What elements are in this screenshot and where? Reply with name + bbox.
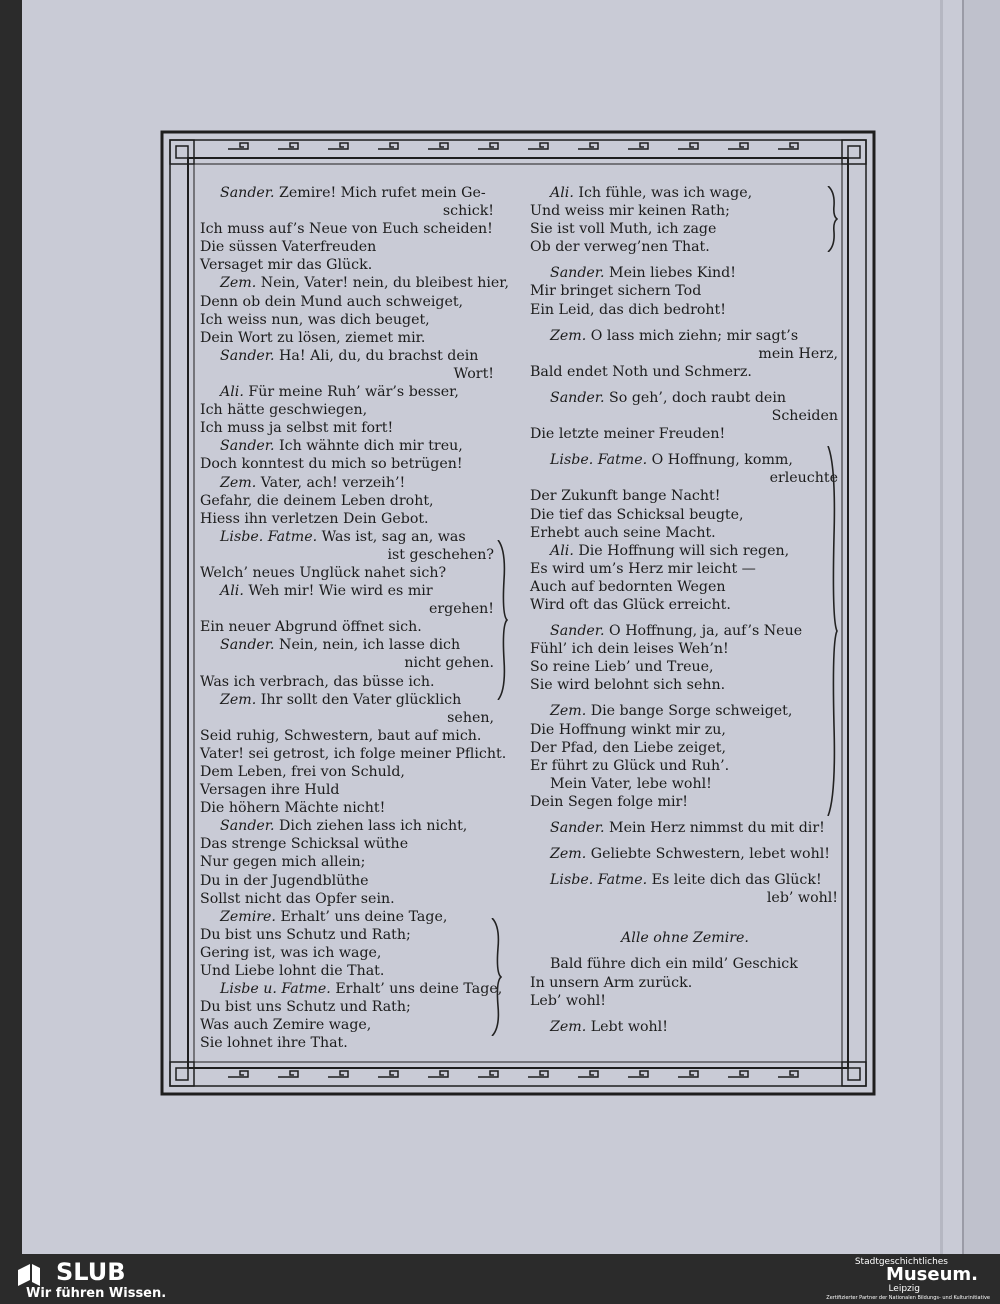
verse-line <box>200 293 496 311</box>
verse-line <box>200 401 496 419</box>
verse-text: Mein Herz nimmst du mit dir! <box>609 820 825 836</box>
speaker-name: Sander. <box>550 623 605 640</box>
verse-text: Lebt wohl! <box>590 1018 668 1035</box>
speaker-name: Sander. <box>220 438 275 455</box>
verse-line <box>200 600 496 618</box>
verse-line <box>200 311 496 329</box>
verse-line <box>530 676 840 694</box>
verse-line <box>200 455 496 473</box>
speaker-name: Ali. <box>550 542 574 559</box>
speaker-name: Zem. <box>220 275 257 292</box>
bracket-right-2 <box>826 446 838 816</box>
verse-line <box>530 596 840 614</box>
speaker-name: Zem. <box>220 691 257 708</box>
verse-text: Ob der verweg’nen That. <box>530 239 710 256</box>
verse-text: Ich wähnte dich mir treu, <box>279 438 463 455</box>
verse-text: O lass mich ziehn; mir sagt’s <box>590 327 799 344</box>
verse-line <box>530 256 840 264</box>
right-text-column <box>530 184 840 1036</box>
verse-text: ist geschehen? <box>387 546 494 563</box>
verse-line <box>530 506 840 524</box>
verse-text: Zemire! Mich rufet mein Ge- <box>279 185 486 201</box>
verse-line <box>200 437 496 455</box>
verse-line <box>200 763 496 781</box>
slub-tagline: Wir führen Wissen. <box>26 1286 167 1301</box>
verse-line <box>530 992 840 1010</box>
verse-text: Dein Segen folge mir! <box>530 793 688 810</box>
verse-text: Scheiden <box>771 408 838 425</box>
verse-line <box>530 184 840 202</box>
verse-text: Bald führe dich ein mild’ Geschick <box>550 956 798 973</box>
verse-line <box>530 443 840 451</box>
verse-text: mein Herz, <box>758 345 838 362</box>
verse-line <box>530 327 840 345</box>
verse-line <box>530 694 840 702</box>
verse-line <box>200 274 510 292</box>
verse-text: Ha! Ali, du, du brachst dein <box>279 347 479 364</box>
verse-line <box>530 301 840 319</box>
verse-line <box>530 819 840 837</box>
verse-line <box>200 419 496 437</box>
verse-text: Wort! <box>453 365 494 382</box>
verse-text: Weh mir! Wie wird es mir <box>248 583 433 600</box>
verse-text: Du bist uns Schutz und Rath; <box>200 926 411 943</box>
verse-text: Ich fühle, was ich wage, <box>578 185 753 201</box>
verse-text: Der Pfad, den Liebe zeiget, <box>530 739 726 756</box>
verse-line <box>530 947 840 955</box>
verse-line <box>200 474 496 492</box>
verse-line <box>530 837 840 845</box>
verse-line <box>530 793 840 811</box>
verse-line <box>530 345 840 363</box>
verse-text: Erhalt’ uns deine Tage, <box>335 981 503 998</box>
verse-line <box>200 492 496 510</box>
museum-name: Museum. <box>885 1264 978 1285</box>
verse-line <box>530 1018 840 1036</box>
verse-text: Ein Leid, das dich bedroht! <box>530 301 726 318</box>
verse-text: Und Liebe lohnt die That. <box>200 963 385 980</box>
verse-text: Die letzte meiner Freuden! <box>530 426 726 443</box>
verse-text: Der Zukunft bange Nacht! <box>530 488 721 505</box>
verse-line <box>200 908 496 926</box>
verse-line <box>200 835 496 853</box>
verse-text: Ich muss ja selbst mit fort! <box>200 420 394 437</box>
verse-line <box>530 1010 840 1018</box>
slub-name: SLUB <box>56 1258 126 1286</box>
verse-line <box>530 363 840 381</box>
verse-line <box>200 890 496 908</box>
verse-line <box>530 381 840 389</box>
verse-text: O Hoffnung, ja, auf’s Neue <box>609 623 803 640</box>
verse-line <box>530 425 840 443</box>
verse-line <box>200 853 496 871</box>
speaker-name: Ali. <box>220 384 244 401</box>
verse-line <box>200 745 507 763</box>
verse-line <box>200 673 496 691</box>
verse-text: Was ich verbrach, das büsse ich. <box>200 673 435 690</box>
verse-line <box>200 564 496 582</box>
verse-text: Du bist uns Schutz und Rath; <box>200 999 411 1016</box>
verse-line <box>530 640 840 658</box>
verse-line <box>530 282 840 300</box>
verse-line <box>200 220 496 238</box>
verse-text: Vater! sei getrost, ich folge meiner Pflicht. <box>200 745 507 762</box>
bracket-right-1 <box>826 186 838 252</box>
verse-line <box>530 578 840 596</box>
speaker-name: Ali. <box>550 185 574 201</box>
verse-line <box>200 329 496 347</box>
verse-text: Ihr sollt den Vater glücklich <box>260 691 462 708</box>
verse-text: Geliebte Schwestern, lebet wohl! <box>590 846 830 863</box>
museum-city: Leipzig <box>888 1284 920 1294</box>
verse-line <box>530 845 840 863</box>
verse-text: Dich ziehen lass ich nicht, <box>279 818 468 835</box>
verse-text: Denn ob dein Mund auch schweiget, <box>200 293 464 310</box>
verse-line <box>530 658 840 676</box>
verse-line <box>530 757 840 775</box>
verse-line <box>530 238 840 256</box>
verse-text: schick! <box>442 203 494 220</box>
verse-text: Sie lohnet ihre That. <box>200 1035 348 1052</box>
museum-small-label: Stadtgeschichtliches <box>854 1257 948 1267</box>
verse-text: Doch konntest du mich so betrügen! <box>200 456 463 473</box>
verse-line <box>200 799 496 817</box>
verse-line <box>530 220 840 238</box>
verse-line <box>200 962 496 980</box>
verse-line <box>530 487 840 505</box>
verse-text: Vater, ach! verzeih’! <box>260 474 406 491</box>
verse-line <box>530 542 840 560</box>
museum-certificate: Zertifizierter Partner der Nationalen Bildungs- und Kulturinitiative <box>826 1295 990 1301</box>
verse-text: Auch auf bedornten Wegen <box>530 578 726 595</box>
verse-text: Es leite dich das Glück! <box>651 872 822 889</box>
verse-line <box>530 974 840 992</box>
speaker-name: Sander. <box>550 389 605 406</box>
verse-text: Die Hoffnung winkt mir zu, <box>530 721 726 738</box>
verse-text: Erhalt’ uns deine Tage, <box>280 908 448 925</box>
verse-line <box>530 811 840 819</box>
speaker-name: Lisbe. Fatme. <box>550 872 648 889</box>
paper-fold <box>940 0 943 1254</box>
verse-line <box>200 1034 496 1052</box>
verse-line <box>530 389 840 407</box>
verse-text: In unsern Arm zurück. <box>530 974 693 991</box>
verse-line <box>530 264 840 282</box>
verse-text: Wird oft das Glück erreicht. <box>530 596 731 613</box>
verse-text: Du in der Jugendblüthe <box>200 872 369 889</box>
verse-text: Ein neuer Abgrund öffnet sich. <box>200 619 422 636</box>
verse-text: So geh’, doch raubt dein <box>609 389 787 406</box>
speaker-name: Sander. <box>220 637 275 654</box>
verse-text: Gefahr, die deinem Leben droht, <box>200 492 434 509</box>
verse-text: Die süssen Vaterfreuden <box>200 239 377 256</box>
verse-text: Fühl’ ich dein leises Weh’n! <box>530 641 729 658</box>
bracket-left-1 <box>496 540 508 700</box>
verse-text: So reine Lieb’ und Treue, <box>530 659 714 676</box>
speaker-name: Sander. <box>220 185 275 201</box>
verse-line <box>200 238 496 256</box>
verse-line <box>530 451 840 469</box>
speaker-name: Zemire. <box>220 908 276 925</box>
verse-text: leb’ wohl! <box>766 890 838 907</box>
speaker-name: Sander. <box>220 347 275 364</box>
verse-text: Sollst nicht das Opfer sein. <box>200 890 395 907</box>
verse-text: Und weiss mir keinen Rath; <box>530 203 730 220</box>
verse-text: Nein, nein, ich lasse dich <box>279 637 461 654</box>
verse-line <box>530 871 840 889</box>
verse-text: Erhebt auch seine Macht. <box>530 524 716 541</box>
speaker-name: Zem. <box>550 1018 587 1035</box>
verse-text: nicht gehen. <box>404 655 494 672</box>
verse-line <box>200 998 496 1016</box>
verse-line <box>200 365 496 383</box>
verse-line <box>530 721 840 739</box>
verse-text: Bald endet Noth und Schmerz. <box>530 363 752 380</box>
verse-line <box>200 872 496 890</box>
verse-line <box>200 618 496 636</box>
speaker-name: Ali. <box>220 583 244 600</box>
verse-line <box>200 926 496 944</box>
verse-line <box>200 691 496 709</box>
speaker-name: Zem. <box>550 703 587 720</box>
verse-line <box>200 256 496 274</box>
speaker-name: Zem. <box>550 327 587 344</box>
speaker-name: Sander. <box>550 820 605 836</box>
verse-text: Er führt zu Glück und Ruh’. <box>530 757 730 774</box>
verse-text: Was auch Zemire wage, <box>200 1017 372 1034</box>
verse-line <box>200 202 496 220</box>
verse-line <box>530 955 840 973</box>
verse-text: Hiess ihn verletzen Dein Gebot. <box>200 510 429 527</box>
verse-line <box>530 702 840 720</box>
verse-text: Für meine Ruh’ wär’s besser, <box>248 384 459 401</box>
speaker-name: Sander. <box>220 818 275 835</box>
slub-logo-icon <box>16 1262 42 1288</box>
verse-line <box>530 929 840 947</box>
verse-line <box>530 560 840 578</box>
verse-line <box>200 709 496 727</box>
speaker-name: Sander. <box>550 265 605 282</box>
speaker-name: Zem. <box>220 474 257 491</box>
verse-text: Versagen ihre Huld <box>200 782 340 799</box>
verse-line <box>200 528 496 546</box>
verse-line <box>530 614 840 622</box>
verse-text: Sie ist voll Muth, ich zage <box>530 221 717 238</box>
verse-text: Ich weiss nun, was dich beuget, <box>200 311 430 328</box>
speaker-name: Lisbe. Fatme. <box>550 452 648 469</box>
verse-text: Seid ruhig, Schwestern, baut auf mich. <box>200 727 482 744</box>
verse-line <box>200 817 496 835</box>
verse-line <box>530 622 840 640</box>
verse-line <box>530 739 840 757</box>
verse-text: Die höhern Mächte nicht! <box>200 800 386 817</box>
verse-line <box>200 383 496 401</box>
verse-line <box>200 980 503 998</box>
verse-text: Nur gegen mich allein; <box>200 854 366 871</box>
verse-text: Ich hätte geschwiegen, <box>200 402 368 419</box>
verse-text: Was ist, sag an, was <box>321 528 466 545</box>
verse-line <box>200 184 496 202</box>
verse-line <box>530 524 840 542</box>
verse-line <box>530 775 840 793</box>
verse-line <box>200 944 496 962</box>
verse-line <box>200 636 496 654</box>
verse-text: Das strenge Schicksal wüthe <box>200 836 409 853</box>
verse-text: Dein Wort zu lösen, ziemet mir. <box>200 329 426 346</box>
verse-text: Leb’ wohl! <box>530 992 606 1009</box>
verse-line <box>200 546 496 564</box>
speaker-name: Zem. <box>550 846 587 863</box>
verse-line <box>530 319 840 327</box>
verse-text: Mein liebes Kind! <box>609 265 736 282</box>
verse-text: Welch’ neues Unglück nahet sich? <box>200 564 447 581</box>
verse-text: Die bange Sorge schweiget, <box>590 703 793 720</box>
verse-line <box>530 907 840 929</box>
verse-text: Ich muss auf’s Neue von Euch scheiden! <box>200 221 493 238</box>
verse-text: Mein Vater, lebe wohl! <box>550 775 712 792</box>
verse-line <box>530 863 840 871</box>
verse-line <box>200 654 496 672</box>
verse-line <box>200 781 496 799</box>
verse-text: O Hoffnung, komm, <box>651 452 793 469</box>
verse-line <box>200 1016 496 1034</box>
verse-line <box>200 582 496 600</box>
verse-line <box>530 889 840 907</box>
bracket-left-2 <box>490 918 502 1036</box>
verse-line <box>200 347 496 365</box>
paper-edge <box>962 0 1000 1254</box>
left-text-column <box>200 184 510 1053</box>
verse-text: sehen, <box>447 709 494 726</box>
verse-text: erleuchte <box>769 470 838 487</box>
verse-line <box>530 202 840 220</box>
verse-text: Mir bringet sichern Tod <box>530 283 702 300</box>
verse-text: Gering ist, was ich wage, <box>200 944 382 961</box>
verse-line <box>530 469 840 487</box>
verse-text: ergehen! <box>428 601 494 618</box>
speaker-name: Lisbe. Fatme. <box>220 528 318 545</box>
speaker-name: Lisbe u. Fatme. <box>220 981 331 998</box>
verse-line <box>200 510 496 528</box>
verse-text: Die Hoffnung will sich regen, <box>578 542 790 559</box>
verse-text: Die tief das Schicksal beugte, <box>530 506 744 523</box>
verse-text: Es wird um’s Herz mir leicht — <box>530 560 756 577</box>
verse-text: Alle ohne Zemire. <box>621 930 749 947</box>
verse-text: Sie wird belohnt sich sehn. <box>530 677 726 694</box>
verse-text: Dem Leben, frei von Schuld, <box>200 764 405 780</box>
verse-text: Versaget mir das Glück. <box>200 257 373 274</box>
verse-line <box>530 407 840 425</box>
verse-text: Nein, Vater! nein, du bleibest hier, <box>260 275 510 292</box>
verse-line <box>200 727 496 745</box>
